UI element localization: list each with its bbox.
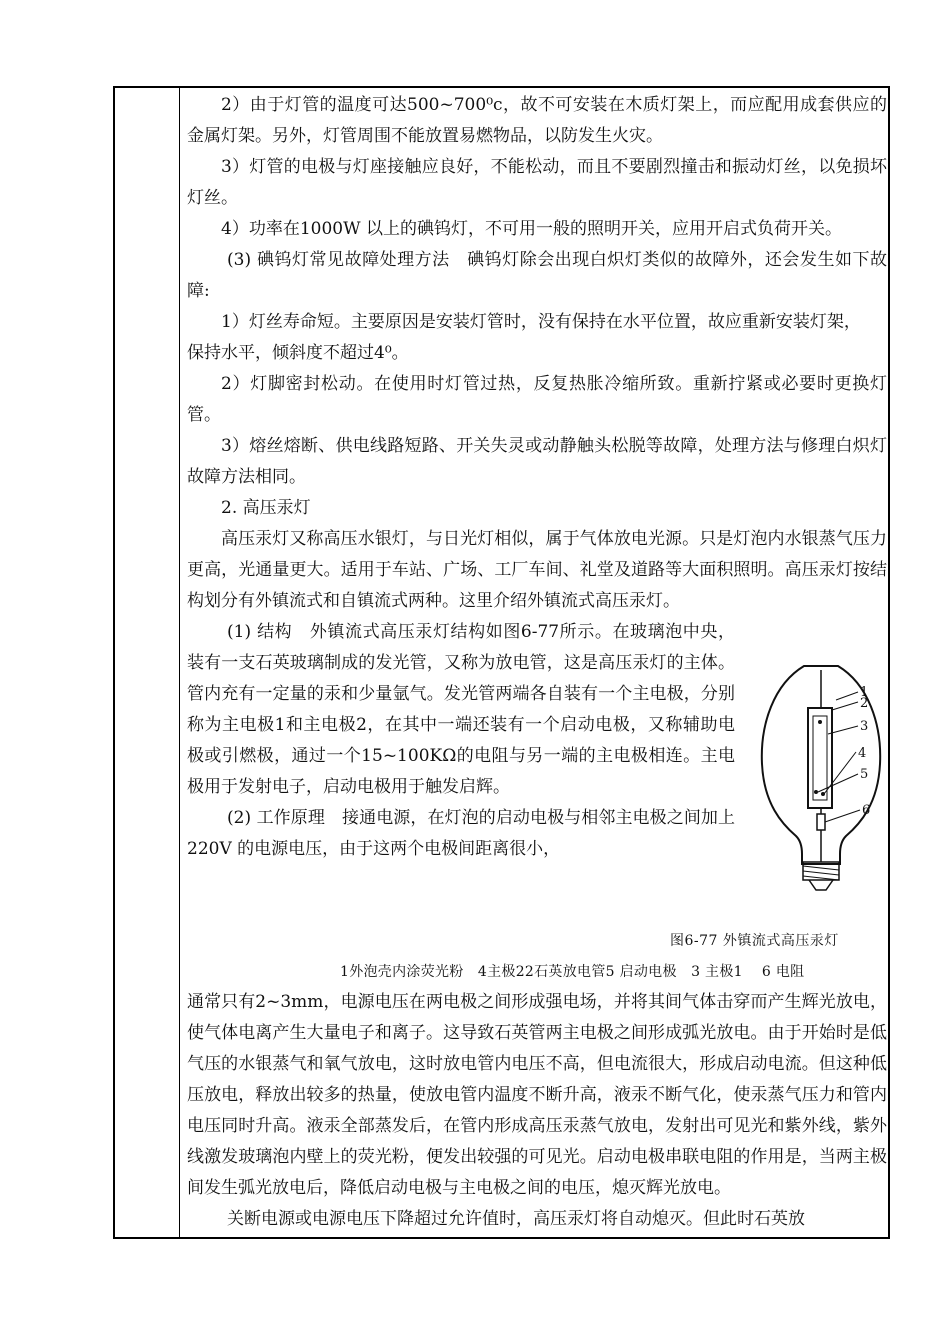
figure-legend: 1外泡壳内涂荧光粉 4主极22石英放电管5 启动电极 3 主极1 6 电阻	[340, 964, 805, 980]
diagram-label-2: 2	[860, 696, 869, 711]
table-bottom-border	[113, 1237, 890, 1239]
paragraph: 高压汞灯又称高压水银灯，与日光灯相似，属于气体放电光源。只是灯泡内水银蒸气压力更高，光通量更大。适用于车站、广场、工厂车间、礼堂及道路等大面积照明。高压汞灯按结构划分有外镇流式和自镇流式两种。这里介绍外镇流式高压汞灯。	[187, 529, 887, 611]
diagram-label-6: 6	[862, 803, 871, 818]
table-left-border	[113, 86, 115, 1238]
section-heading: 2. 高压汞灯	[221, 498, 311, 518]
paragraph: 关断电源或电源电压下降超过允许值时，高压汞灯将自动熄灭。但此时石英放	[227, 1209, 805, 1229]
paragraph: (2) 工作原理 接通电源，在灯泡的启动电极与相邻主电极之间加上220V 的电源电压，由于这两个电极间距离很小，	[187, 808, 735, 859]
paragraph: 2）灯脚密封松动。在使用时灯管过热，反复热胀冷缩所致。重新拧紧或必要时更换灯管。	[187, 374, 887, 425]
paragraph: 2）由于灯管的温度可达500~700⁰c，故不可安装在木质灯架上，而应配用成套供应的金属灯架。另外，灯管周围不能放置易燃物品，以防发生火灾。	[187, 95, 887, 146]
diagram-label-5: 5	[860, 767, 869, 782]
diagram-label-3: 3	[860, 719, 869, 734]
diagram-label-1: 1	[860, 685, 869, 700]
paragraph: (3) 碘钨灯常见故障处理方法 碘钨灯除会出现白炽灯类似的故障外，还会发生如下故障:	[187, 250, 887, 301]
table-column-divider	[179, 86, 180, 1238]
paragraph: 通常只有2~3mm，电源电压在两电极之间形成强电场，并将其间气体击穿而产生辉光放电，使气体电离产生大量电子和离子。这导致石英管两主电极之间形成弧光放电。由于开始时是低气压的水银蒸气和氧气放电，这时放电管内电压不高，但电流很大，形成启动电流。但这种低压放电，释放出较多的热量，使放电管内温度不断升高，液汞不断气化，使汞蒸气压力和管内电压同时升高。液汞全部蒸发后，在管内形成高压汞蒸气放电，发射出可见光和紫外线，紫外线激发玻璃泡内壁上的荧光粉，便发出较强的可见光。启动电极串联电阻的作用是，当两主极间发生弧光放电后，降低启动电极与主电极之间的电压，熄灭辉光放电。	[187, 992, 887, 1198]
content-cell-continued	[187, 987, 887, 1235]
table-top-border	[113, 86, 890, 88]
diagram-label-4: 4	[858, 746, 867, 761]
paragraph: (1) 结构 外镇流式高压汞灯结构如图6-77所示。在玻璃泡中央，装有一支石英玻璃制成的发光管，又称为放电管，这是高压汞灯的主体。管内充有一定量的汞和少量氩气。发光管两端各自装有一个主电极，分别称为主电极1和主电极2，在其中一端还装有一个启动电极，又称辅助电极或引燃极，通过一个15~100KΩ的电阻与另一端的主电极相连。主电极用于发射电子，启动电极用于触发启辉。	[187, 622, 735, 797]
paragraph: 4）功率在1000W 以上的碘钨灯，不可用一般的照明开关，应用开启式负荷开关。	[221, 219, 842, 239]
mercury-lamp-diagram	[756, 664, 891, 894]
table-right-border	[888, 86, 890, 1238]
figure-caption: 图6-77 外镇流式高压汞灯	[670, 933, 839, 949]
paragraph: 3）灯管的电极与灯座接触应良好，不能松动，而且不要剧烈撞击和振动灯丝，以免损坏灯丝。	[187, 157, 887, 208]
paragraph: 3）熔丝熔断、供电线路短路、开关失灵或动静触头松脱等故障，处理方法与修理白炽灯故障方法相同。	[187, 436, 887, 487]
paragraph: 保持水平，倾斜度不超过4⁰。	[187, 343, 409, 363]
paragraph: 1）灯丝寿命短。主要原因是安装灯管时，没有保持在水平位置，故应重新安装灯架，	[221, 312, 861, 332]
